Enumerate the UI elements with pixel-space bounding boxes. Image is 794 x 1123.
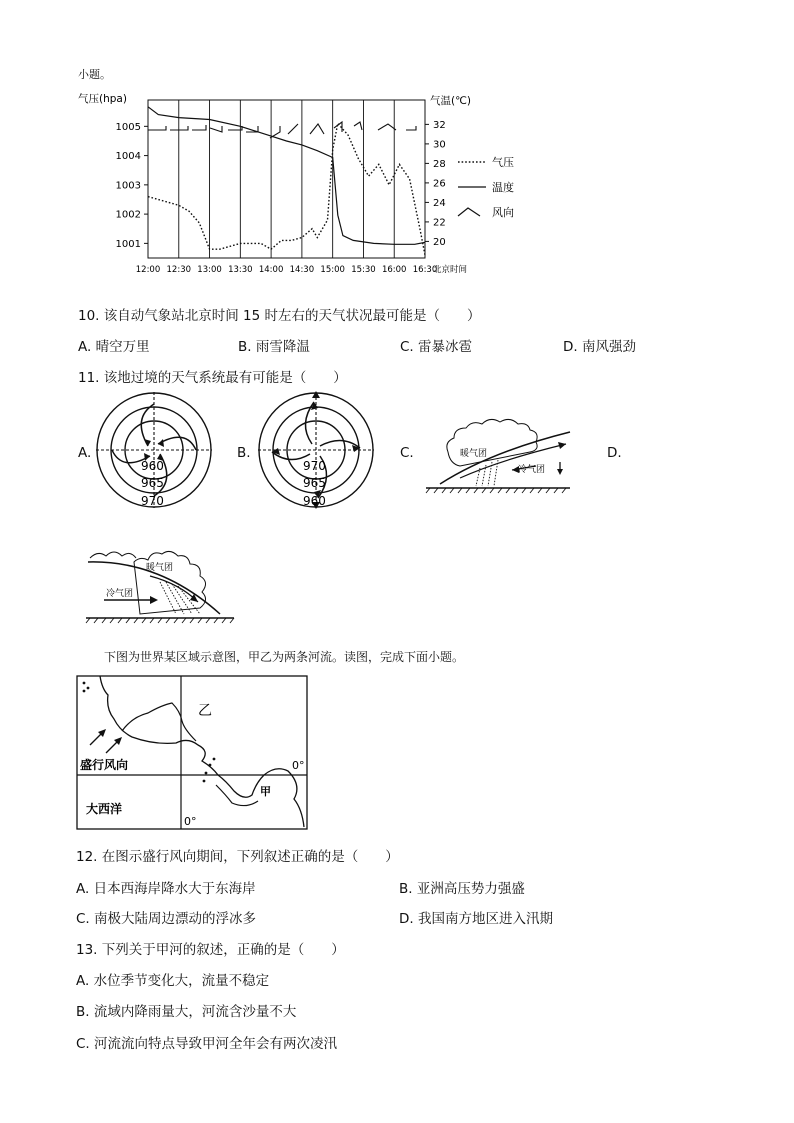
right-tick-label: 22 <box>433 217 446 229</box>
meridian-label: 0° <box>184 815 197 828</box>
q13-option-b[interactable]: B. 流域内降雨量大，河流含沙量不大 <box>76 1004 297 1020</box>
front-diagram-d <box>80 540 240 626</box>
x-axis-title: 北京时间 <box>433 265 468 275</box>
left-tick-label: 1002 <box>115 209 141 221</box>
wind-barb <box>406 126 416 130</box>
cyclone-diagram-a <box>92 388 216 512</box>
left-tick-label: 1003 <box>115 180 141 192</box>
q12-option-b[interactable]: B. 亚洲高压势力强盛 <box>399 881 525 897</box>
q13-stem: 13. 下列关于甲河的叙述，正确的是（ ） <box>76 942 345 958</box>
region-map <box>76 675 310 832</box>
q12-option-d[interactable]: D. 我国南方地区进入汛期 <box>399 911 553 927</box>
intro-text: 下图为世界某区域示意图，甲乙为两条河流。读图，完成下面小题。 <box>104 650 465 664</box>
right-axis-title: 气温(℃) <box>430 95 471 107</box>
pressure-series-line <box>148 123 425 255</box>
q11-stem: 11. 该地过境的天气系统最有可能是（ ） <box>78 370 347 386</box>
right-tick-label: 24 <box>433 197 446 209</box>
right-tick-label: 26 <box>433 178 446 190</box>
equator-label: 0° <box>292 759 305 772</box>
x-tick-label: 16:30 <box>412 265 438 275</box>
x-tick-label: 13:00 <box>197 265 222 275</box>
wind-label: 盛行风向 <box>80 758 129 772</box>
right-tick-label: 32 <box>433 119 446 131</box>
left-tick-label: 1001 <box>115 238 141 250</box>
cold-air-label-d: 冷气团 <box>106 589 134 599</box>
temperature-series-line <box>148 107 425 245</box>
wind-barb <box>288 124 298 134</box>
chart-plot-area <box>116 100 467 275</box>
x-tick-label: 12:00 <box>135 265 161 275</box>
q13-option-a[interactable]: A. 水位季节变化大，流量不稳定 <box>76 973 270 989</box>
q12-stem: 12. 在图示盛行风向期间，下列叙述正确的是（ ） <box>76 849 399 865</box>
x-tick-label: 12:30 <box>166 265 192 275</box>
river-yi-label: 乙 <box>198 703 212 719</box>
weather-chart <box>70 86 530 282</box>
wind-barb <box>192 125 206 130</box>
legend-label: 风向 <box>492 206 514 219</box>
legend-label: 气压 <box>492 156 514 169</box>
isobar-label-b1: 970 <box>303 459 326 473</box>
q13-option-c[interactable]: C. 河流流向特点导致甲河全年会有两次凌汛 <box>76 1036 338 1052</box>
q11-option-b-label[interactable]: B. <box>237 445 251 461</box>
anticyclone-diagram-b <box>254 388 378 512</box>
ocean-label: 大西洋 <box>86 802 123 816</box>
x-tick-label: 13:30 <box>228 265 253 275</box>
isobar-label-a2: 965 <box>141 476 164 490</box>
wind-barb <box>148 126 166 130</box>
x-tick-label: 15:30 <box>351 265 376 275</box>
isobar-label-a3: 970 <box>141 494 164 508</box>
q11-option-a-label[interactable]: A. <box>78 445 92 461</box>
q12-option-a[interactable]: A. 日本西海岸降水大于东海岸 <box>76 881 256 897</box>
wind-barb <box>354 122 362 130</box>
q10-option-c[interactable]: C. 雷暴冰雹 <box>400 339 473 355</box>
legend-label: 温度 <box>492 181 514 194</box>
top-fragment: 小题。 <box>78 68 111 81</box>
q11-option-c-label[interactable]: C. <box>400 445 414 461</box>
q10-option-a[interactable]: A. 晴空万里 <box>78 339 150 355</box>
plot-frame <box>148 100 425 258</box>
q10-option-d[interactable]: D. 南风强劲 <box>563 339 636 355</box>
q10-stem: 10. 该自动气象站北京时间 15 时左右的天气状况最可能是（ ） <box>78 308 481 324</box>
q10-option-b[interactable]: B. 雨雪降温 <box>238 339 310 355</box>
left-tick-label: 1004 <box>115 151 141 163</box>
right-tick-label: 20 <box>433 236 446 248</box>
left-axis-title: 气压(hpa) <box>78 93 127 105</box>
isobar-label-a1: 960 <box>141 459 164 473</box>
q11-option-d-label[interactable]: D. <box>607 445 622 461</box>
warm-air-label-d: 暖气团 <box>146 563 174 573</box>
isobar-label-b2: 965 <box>303 476 326 490</box>
legend-wind-swatch <box>458 208 480 216</box>
x-tick-label: 14:30 <box>289 265 315 275</box>
right-tick-label: 30 <box>433 139 446 151</box>
warm-air-label-c: 暖气团 <box>460 449 488 459</box>
x-tick-label: 14:00 <box>258 265 284 275</box>
x-tick-label: 16:00 <box>381 265 407 275</box>
cold-air-label-c: 冷气团 <box>518 465 546 475</box>
left-tick-label: 1005 <box>115 121 141 133</box>
wind-barb <box>210 126 222 132</box>
q12-option-c[interactable]: C. 南极大陆周边漂动的浮冰多 <box>76 911 257 927</box>
river-jia-label: 甲 <box>260 785 271 798</box>
right-tick-label: 28 <box>433 158 446 170</box>
wind-barb <box>378 124 396 130</box>
wind-barb <box>310 124 324 134</box>
isobar-label-b3: 960 <box>303 494 326 508</box>
x-tick-label: 15:00 <box>320 265 345 275</box>
front-diagram-c <box>420 404 576 496</box>
chart-legend <box>458 155 514 219</box>
